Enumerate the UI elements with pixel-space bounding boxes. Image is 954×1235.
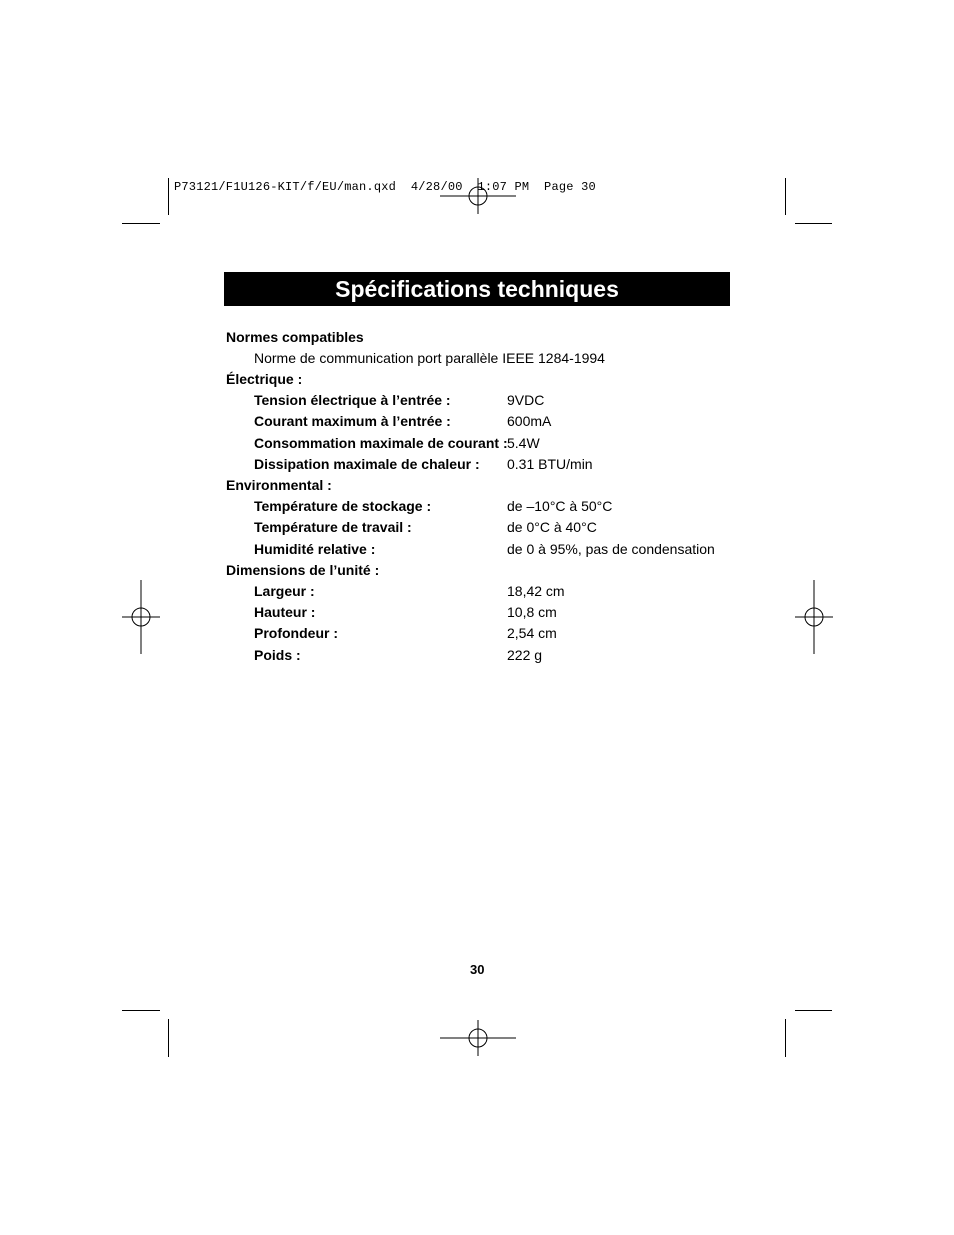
section-heading: Dimensions de l’unité : <box>226 562 380 578</box>
registration-mark-right-icon <box>795 580 833 654</box>
spec-label: Poids : <box>254 647 301 663</box>
spec-value: 0.31 BTU/min <box>507 456 593 472</box>
spec-label: Dissipation maximale de chaleur : <box>254 456 480 472</box>
crop-mark <box>122 1010 160 1011</box>
crop-mark <box>785 178 786 215</box>
spec-label: Humidité relative : <box>254 541 376 557</box>
crop-mark <box>168 1019 169 1057</box>
crop-mark <box>168 178 169 215</box>
spec-value: de –10°C à 50°C <box>507 498 613 514</box>
spec-value: 222 g <box>507 647 543 663</box>
spec-label: Courant maximum à l’entrée : <box>254 413 451 429</box>
spec-label: Hauteur : <box>254 604 316 620</box>
spec-label: Largeur : <box>254 583 315 599</box>
spec-value: 9VDC <box>507 392 545 408</box>
spec-value: 18,42 cm <box>507 583 565 599</box>
registration-mark-left-icon <box>122 580 160 654</box>
spec-label: Température de stockage : <box>254 498 432 514</box>
spec-value: de 0 à 95%, pas de condensation <box>507 541 715 557</box>
spec-value: de 0°C à 40°C <box>507 519 597 535</box>
crop-mark <box>785 1019 786 1057</box>
spec-value: 600mA <box>507 413 552 429</box>
page-number: 30 <box>470 962 485 977</box>
spec-value: 10,8 cm <box>507 604 557 620</box>
spec-label: Profondeur : <box>254 625 338 641</box>
spec-label: Consommation maximale de courant : <box>254 435 508 451</box>
crop-mark <box>795 223 832 224</box>
page-title: Spécifications techniques <box>335 275 619 302</box>
print-slug: P73121/F1U126-KIT/f/EU/man.qxd 4/28/00 1:07 PM Page 30 <box>174 180 596 194</box>
crop-mark <box>795 1010 832 1011</box>
section-heading: Normes compatibles <box>226 329 364 345</box>
title-banner <box>224 272 730 306</box>
spec-label: Tension électrique à l’entrée : <box>254 392 451 408</box>
spec-label: Température de travail : <box>254 519 412 535</box>
spec-value: 5.4W <box>507 435 540 451</box>
spec-value: 2,54 cm <box>507 625 557 641</box>
registration-mark-bottom-icon <box>440 1020 516 1056</box>
standard-text: Norme de communication port parallèle IEEE 1284-1994 <box>254 350 605 366</box>
registration-mark-top-icon <box>440 178 516 214</box>
section-heading: Environmental : <box>226 477 332 493</box>
crop-mark <box>122 223 160 224</box>
section-heading: Électrique : <box>226 371 303 387</box>
